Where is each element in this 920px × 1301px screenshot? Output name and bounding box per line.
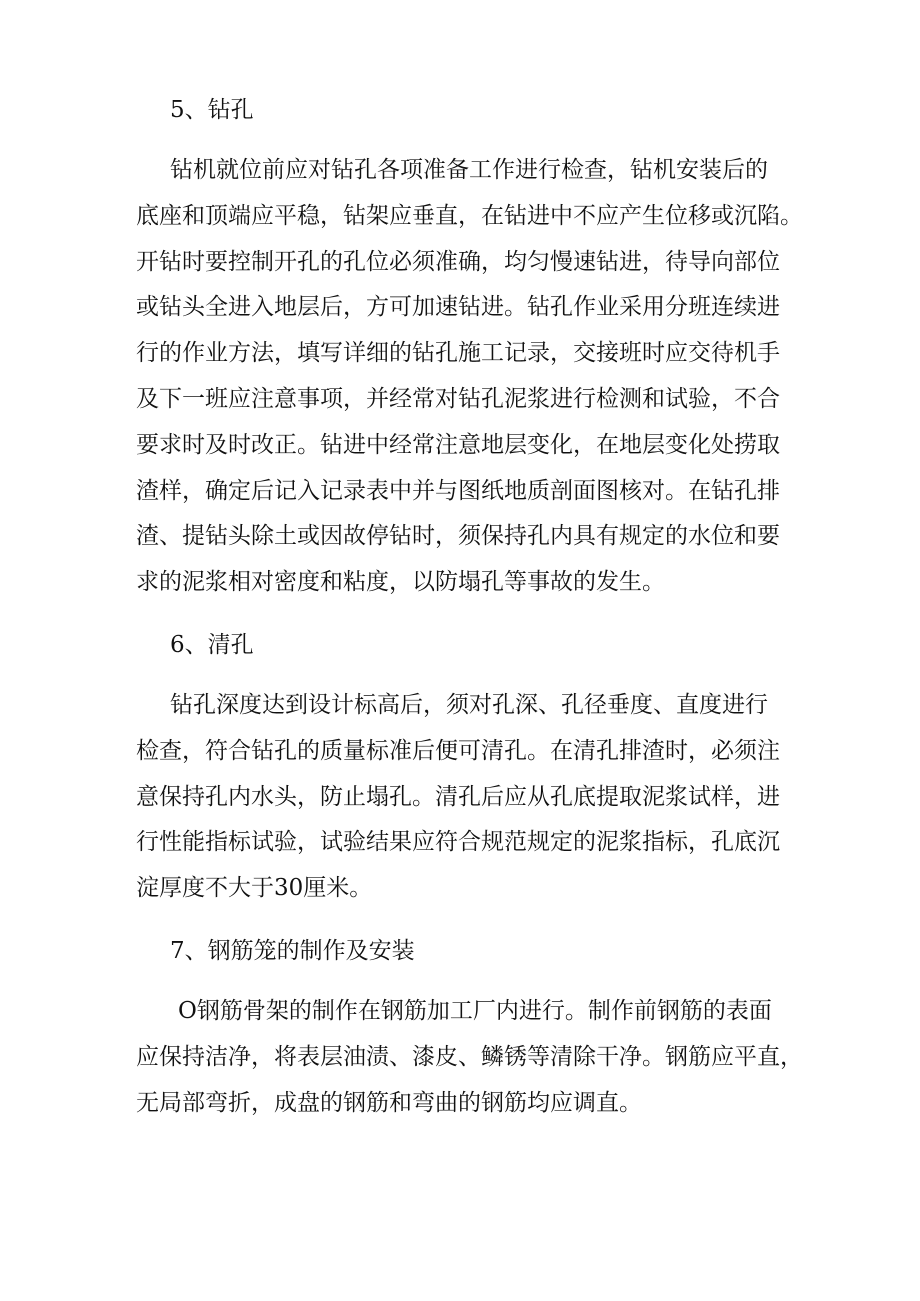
text-line: 应保持洁净，将表层油渍、漆皮、鳞锈等清除干净。钢筋应平直， (136, 1043, 803, 1070)
section-body-rebar-cage (136, 989, 803, 1126)
section-heading-rebar-cage: 7、钢筋笼的制作及安装 (170, 937, 415, 964)
text-line: 钻机就位前应对钻孔各项准备工作进行检查，钻机安装后的 (170, 157, 768, 183)
section-heading-hole-cleaning: 6、清孔 (170, 631, 254, 658)
text-line: 行的作业方法，填写详细的钻孔施工记录，交接班时应交待机手 (136, 340, 780, 367)
text-line: 求的泥浆相对密度和粘度，以防塌孔等事故的发生。 (136, 569, 665, 596)
text-line: 渣样，确定后记入记录表中并与图纸地质剖面图核对。在钻孔排 (136, 477, 780, 504)
text-line: 开钻时要控制开孔的孔位必须准确，均匀慢速钻进，待导向部位 (136, 248, 780, 275)
text-line: 要求时及时改正。钻进中经常注意地层变化，在地层变化处捞取 (136, 431, 780, 458)
text-line: 意保持孔内水头，防止塌孔。清孔后应从孔底提取泥浆试样，进 (136, 783, 780, 810)
text-line: 无局部弯折，成盘的钢筋和弯曲的钢筋均应调直。 (136, 1089, 642, 1116)
text-line: 检查，符合钻孔的质量标准后便可清孔。在清孔排渣时，必须注 (136, 737, 780, 764)
section-body-hole-cleaning (136, 683, 786, 912)
text-line: 行性能指标试验，试验结果应符合规范规定的泥浆指标，孔底沉 (136, 829, 780, 856)
text-line: 钻孔深度达到设计标高后，须对孔深、孔径垂度、直度进行 (170, 691, 768, 718)
section-heading-drilling: 5、钻孔 (170, 97, 254, 123)
text-line: 及下一班应注意事项，并经常对钻孔泥浆进行检测和试验，不合 (136, 385, 780, 412)
text-line: 或钻头全进入地层后，方可加速钻进。钻孔作业采用分班连续进 (136, 294, 780, 321)
text-line: 淀厚度不大于30厘米。 (136, 875, 373, 902)
text-line: 底座和顶端应平稳，钻架应垂直，在钻进中不应产生位移或沉陷。 (136, 202, 803, 229)
text-line: 渣、提钻头除土或因故停钻时，须保持孔内具有规定的水位和要 (136, 523, 780, 550)
section-body-drilling (136, 148, 803, 606)
text-line: O钢筋骨架的制作在钢筋加工厂内进行。制作前钢筋的表面 (178, 997, 772, 1024)
document-page (136, 86, 803, 1141)
